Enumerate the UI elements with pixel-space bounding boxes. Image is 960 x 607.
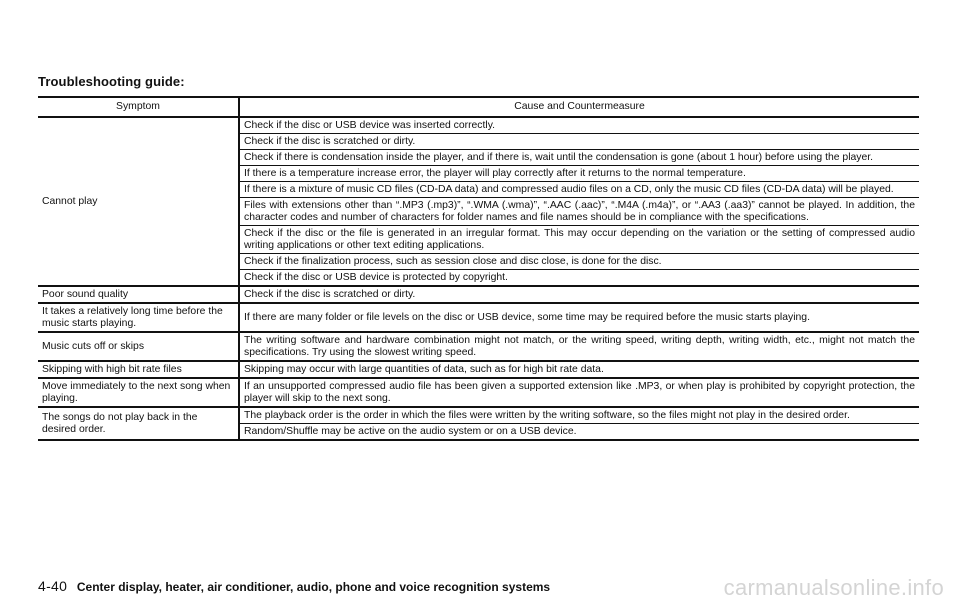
table-row [38, 303, 919, 332]
table-row [38, 332, 919, 361]
symptom-cell: Poor sound quality [38, 286, 239, 303]
section-title: Troubleshooting guide: [38, 74, 185, 89]
cause-cell: The playback order is the order in which the files were written by the writing software, so the files might not play in the desired order. [239, 407, 919, 424]
cause-cell: If there are many folder or file levels on the disc or USB device, some time may be required before the music starts playing. [239, 303, 919, 332]
chapter-title: Center display, heater, air conditioner, audio, phone and voice recognition systems [76, 580, 551, 594]
cause-cell: Check if the finalization process, such as session close and disc close, is done for the disc. [239, 254, 919, 270]
cause-cell: Skipping may occur with large quantities of data, such as for high bit rate data. [239, 361, 919, 378]
symptom-cell: Cannot play [42, 196, 98, 207]
cause-cell: Check if the disc or USB device is protected by copyright. [239, 270, 919, 287]
symptom-cell: Music cuts off or skips [38, 332, 239, 361]
page-number: 4-40 [38, 578, 68, 594]
cause-cell: Check if the disc or the file is generated in an irregular format. This may occur depending on the variation or the setting of compressed audio writing applications or other text editing applications. [239, 226, 919, 254]
cause-cell: If there is a temperature increase error, the player will play correctly after it returns to the normal temperature. [239, 166, 919, 182]
symptom-cell: Move immediately to the next song when playing. [38, 378, 239, 407]
table-body [38, 117, 919, 440]
table-header-row [38, 97, 919, 117]
table-row [38, 361, 919, 378]
cause-cell: Check if the disc or USB device was inserted correctly. [239, 117, 919, 134]
symptom-cell: The songs do not play back in the desired order. [38, 407, 239, 440]
cause-cell: If an unsupported compressed audio file has been given a supported extension like .MP3, or when play is prohibited by copyright protection, the player will skip to the next song. [239, 378, 919, 407]
cause-cell: The writing software and hardware combination might not match, or the writing speed, writing depth, writing width, etc., might not match the specifications. Try using the slowest writing speed. [239, 332, 919, 361]
symptom-column-header: Symptom [38, 97, 239, 117]
cause-cell: Check if the disc is scratched or dirty. [239, 286, 919, 303]
cause-cell: Check if the disc is scratched or dirty. [239, 134, 919, 150]
cause-cell: Check if there is condensation inside the player, and if there is, wait until the condensation is gone (about 1 hour) before using the player. [239, 150, 919, 166]
table-row [38, 286, 919, 303]
table-row [38, 378, 919, 407]
symptom-cell: Skipping with high bit rate files [38, 361, 239, 378]
troubleshooting-table [38, 96, 919, 441]
cause-cell: Files with extensions other than “.MP3 (.mp3)”, “.WMA (.wma)”, “.AAC (.aac)”, “.M4A (.m4a)”, or “.AA3 (.aa3)” cannot be played. In addition, the character codes and number of characters for folder names and file names should be in compliance with the specifications. [239, 198, 919, 226]
cause-cell: Random/Shuffle may be active on the audio system or on a USB device. [239, 424, 919, 441]
symptom-cell: It takes a relatively long time before the music starts playing. [38, 303, 239, 332]
page-footer [38, 578, 550, 594]
table-row [38, 117, 919, 134]
cause-column-header: Cause and Countermeasure [239, 97, 919, 117]
table-row [38, 407, 919, 424]
watermark: carmanualsonline.info [723, 575, 944, 600]
cause-cell: If there is a mixture of music CD files (CD-DA data) and compressed audio files on a CD, only the music CD files (CD-DA data) will be played. [239, 182, 919, 198]
